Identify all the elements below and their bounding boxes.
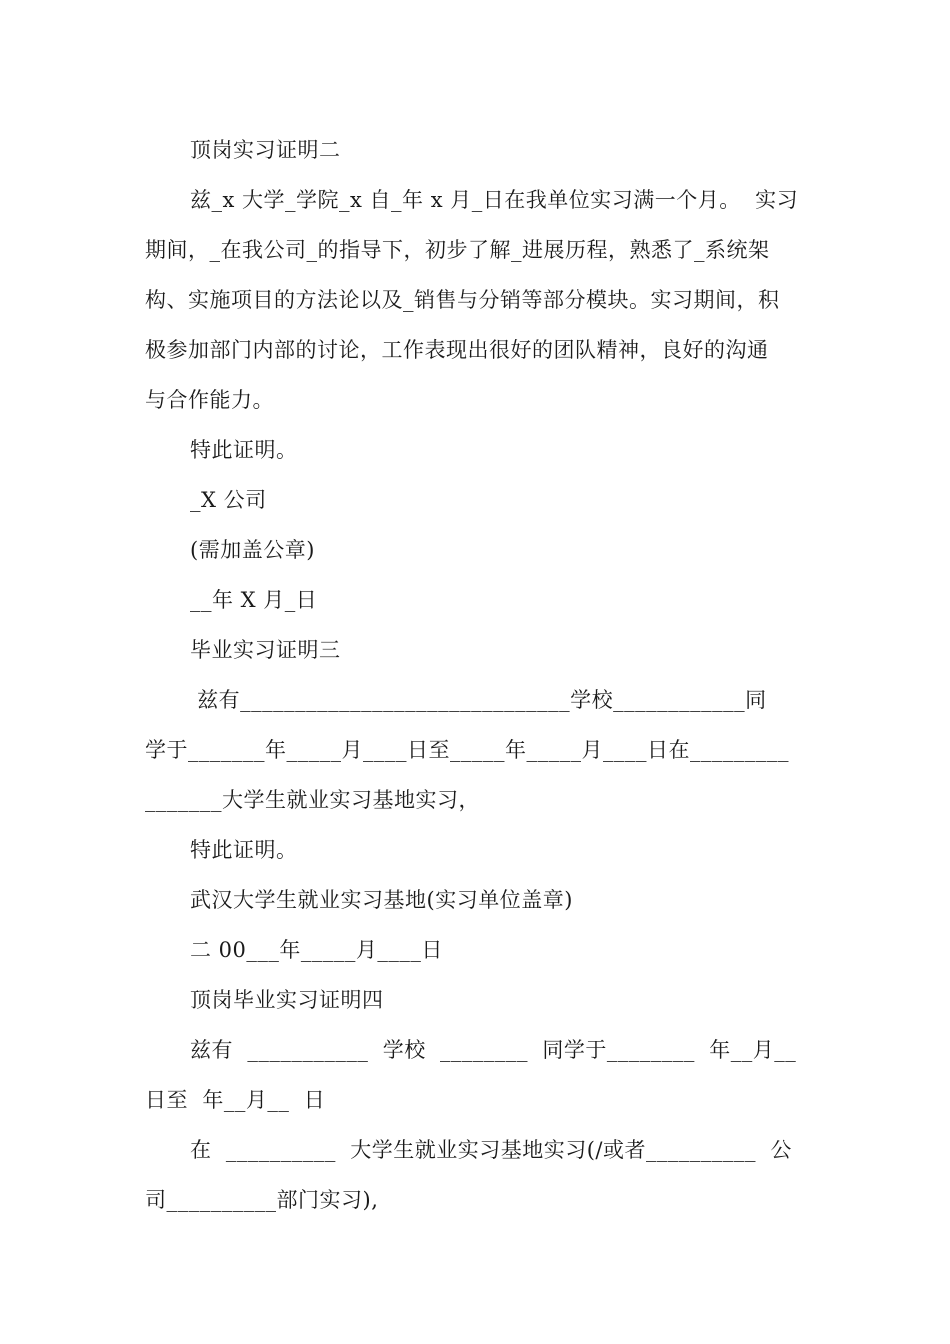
date-line: 二 00___年_____月____日 — [190, 938, 443, 962]
paragraph-line: 期间，_在我公司_的指导下，初步了解_进展历程，熟悉了_系统架 — [145, 238, 770, 262]
paragraph-line: _______大学生就业实习基地实习， — [145, 788, 480, 812]
paragraph-line: 兹有 ___________ 学校 ________ 同学于________ 年__月__ — [190, 1038, 797, 1062]
paragraph-line: 学于_______年_____月____日至_____年_____月____日在_________ — [145, 738, 789, 762]
base-signature: 武汉大学生就业实习基地(实习单位盖章) — [190, 888, 573, 912]
paragraph-line: 兹有______________________________学校____________同 — [190, 688, 767, 712]
date-line: __年 X 月_日 — [190, 588, 318, 612]
company-signature: _X 公司 — [190, 488, 267, 512]
heading-certificate-three: 毕业实习证明三 — [190, 638, 341, 662]
closing-statement: 特此证明。 — [190, 838, 298, 862]
paragraph-line: 兹_x 大学_学院_x 自_年 x 月_日在我单位实习满一个月。 实习 — [190, 188, 799, 212]
paragraph-line: 日至 年__月__ 日 — [145, 1088, 326, 1112]
paragraph-line: 极参加部门内部的讨论，工作表现出很好的团队精神，良好的沟通 — [145, 338, 769, 362]
closing-statement: 特此证明。 — [190, 438, 298, 462]
paragraph-line: 在 __________ 大学生就业实习基地实习(/或者__________ 公 — [190, 1138, 792, 1162]
paragraph-line: 与合作能力。 — [145, 388, 274, 412]
paragraph-line: 构、实施项目的方法论以及_销售与分销等部分模块。实习期间，积 — [145, 288, 780, 312]
heading-certificate-four: 顶岗毕业实习证明四 — [190, 988, 384, 1012]
seal-note: (需加盖公章) — [190, 538, 315, 562]
paragraph-line: 司__________部门实习), — [145, 1188, 379, 1212]
heading-certificate-two: 顶岗实习证明二 — [190, 138, 341, 162]
